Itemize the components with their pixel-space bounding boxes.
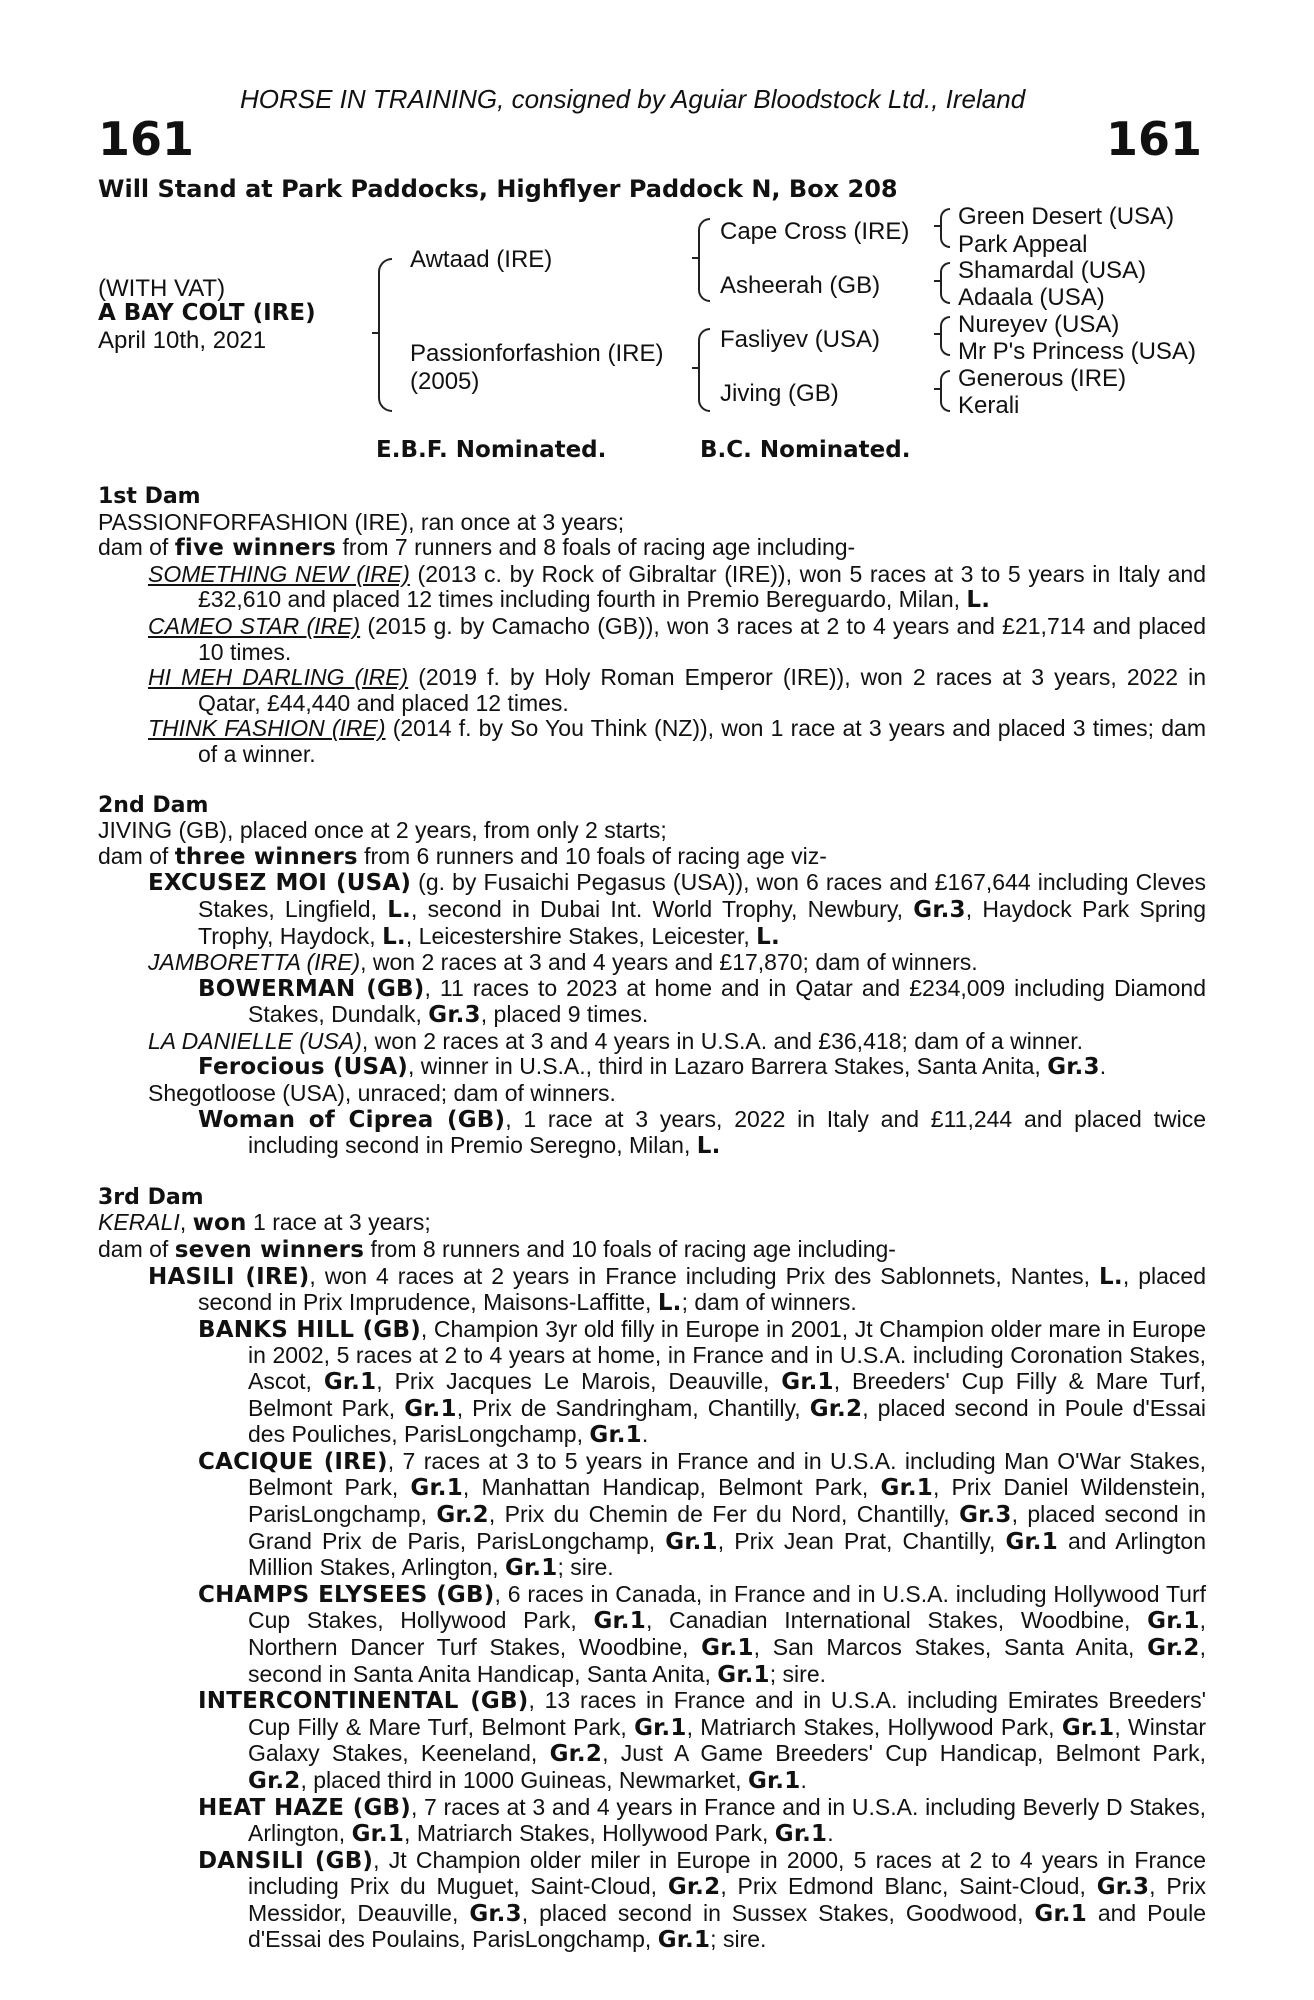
first-dam-heading: 1st Dam bbox=[98, 484, 201, 509]
bracket-dam-tip bbox=[692, 367, 700, 369]
bracket-g2 bbox=[940, 262, 950, 304]
bracket-dam bbox=[698, 328, 710, 412]
bc-nominated: B.C. Nominated. bbox=[700, 437, 911, 463]
ancestor-8: Kerali bbox=[958, 392, 1020, 419]
third-dam-heading: 3rd Dam bbox=[98, 1184, 204, 1210]
second-dam-section bbox=[98, 793, 1206, 1160]
ancestor-7: Generous (IRE) bbox=[958, 365, 1127, 392]
ancestor-4: Adaala (USA) bbox=[958, 284, 1105, 311]
grand-progeny-entry: BOWERMAN (GB), 11 races to 2023 at home and in Qatar and £234,009 including Diamond Stakes, Dundalk, Gr.3, placed 9 times. bbox=[198, 974, 1206, 1029]
sire-dam: Asheerah (GB) bbox=[720, 272, 881, 299]
bracket-g1-tip bbox=[934, 225, 942, 227]
consignment-line: HORSE IN TRAINING, consigned by Aguiar Bloodstock Ltd., Ireland bbox=[240, 84, 1026, 114]
bracket-g1 bbox=[940, 208, 950, 248]
progeny-entry: Shegotloose (USA), unraced; dam of winners. bbox=[148, 1080, 616, 1107]
progeny-entry: HI MEH DARLING (IRE) (2019 f. by Holy Roman Emperor (IRE)), won 2 races at 3 years, 2022 in Qatar, £44,440 and placed 12 times. bbox=[148, 664, 1206, 716]
grand-progeny-entry: DANSILI (GB), Jt Champion older miler in Europe in 2000, 5 races at 2 to 4 years in France including Prix du Muguet, Saint-Cloud, Gr.2, Prix Edmond Blanc, Saint-Cloud, Gr.3, Prix Messidor, Deauville, Gr.3, placed second in Sussex Stakes, Goodwood, Gr.1 and Poule d'Essai des Poulains, ParisLongchamp, Gr.1; sire. bbox=[198, 1846, 1207, 1954]
second-dam-heading: 2nd Dam bbox=[98, 792, 209, 818]
progeny-entry: HASILI (IRE), won 4 races at 2 years in France including Prix des Sablonnets, Nantes, L., placed second in Prix Imprudence, Maisons-Laffitte, L.; dam of winners. bbox=[148, 1262, 1206, 1317]
progeny-entry: LA DANIELLE (USA), won 2 races at 3 and 4 years in U.S.A. and £36,418; dam of a winner. bbox=[148, 1027, 1083, 1054]
progeny-entry: THINK FASHION (IRE) (2014 f. by So You Think (NZ)), won 1 race at 3 years and placed 3 times; dam of a winner. bbox=[148, 715, 1206, 767]
first-dam-summary: dam of five winners from 7 runners and 8 foals of racing age including- bbox=[98, 534, 856, 562]
first-dam-section bbox=[98, 484, 1206, 768]
ancestor-1: Green Desert (USA) bbox=[958, 203, 1175, 230]
bracket-main-tip bbox=[372, 332, 380, 334]
grand-progeny-entry: HEAT HAZE (GB), 7 races at 3 and 4 years in France and in U.S.A. including Beverly D Stakes, Arlington, Gr.1, Matriarch Stakes, Hollywood Park, Gr.1. bbox=[198, 1793, 1206, 1848]
bracket-sire-tip bbox=[692, 257, 700, 259]
sire-sire: Cape Cross (IRE) bbox=[720, 218, 910, 245]
foaling-date: April 10th, 2021 bbox=[98, 327, 267, 354]
bracket-g2-tip bbox=[934, 280, 942, 282]
bracket-sire bbox=[698, 218, 710, 302]
third-dam-section bbox=[98, 1185, 1206, 1954]
stand-location: Will Stand at Park Paddocks, Highflyer Paddock N, Box 208 bbox=[98, 175, 898, 203]
bracket-g3 bbox=[940, 316, 950, 356]
horse-name: A BAY COLT (IRE) bbox=[98, 300, 316, 326]
lot-number-right: 161 bbox=[1105, 112, 1202, 166]
ebf-nominated: E.B.F. Nominated. bbox=[376, 437, 607, 463]
grand-progeny-entry: INTERCONTINENTAL (GB), 13 races in France and in U.S.A. including Emirates Breeders' Cup Filly & Mare Turf, Belmont Park, Gr.1, Matriarch Stakes, Hollywood Park, Gr.1, Winstar Galaxy Stakes, Keeneland, Gr.2, Just A Game Breeders' Cup Handicap, Belmont Park, Gr.2, placed third in 1000 Guineas, Newmarket, Gr.1. bbox=[198, 1687, 1206, 1794]
ancestor-6: Mr P's Princess (USA) bbox=[958, 338, 1196, 365]
lot-number-left: 161 bbox=[98, 112, 195, 166]
dam-sire: Fasliyev (USA) bbox=[720, 326, 881, 353]
bracket-g4-tip bbox=[934, 388, 942, 390]
grand-progeny-entry: Ferocious (USA), winner in U.S.A., third in Lazaro Barrera Stakes, Santa Anita, Gr.3. bbox=[198, 1053, 1107, 1081]
dam: Passionforfashion (IRE) bbox=[410, 340, 664, 367]
progeny-entry: CAMEO STAR (IRE) (2015 g. by Camacho (GB)), won 3 races at 2 to 4 years and £21,714 and placed 10 times. bbox=[148, 612, 1206, 665]
ancestor-3: Shamardal (USA) bbox=[958, 257, 1147, 284]
first-dam-intro: PASSIONFORFASHION (IRE), ran once at 3 years; bbox=[98, 508, 625, 535]
bracket-g3-tip bbox=[934, 333, 942, 335]
second-dam-summary: dam of three winners from 6 runners and 10 foals of racing age viz- bbox=[98, 842, 827, 870]
ancestor-5: Nureyev (USA) bbox=[958, 311, 1120, 338]
vat-label: (WITH VAT) bbox=[98, 275, 226, 302]
catalogue-body bbox=[98, 484, 1206, 1979]
progeny-entry: EXCUSEZ MOI (USA) (g. by Fusaichi Pegasus (USA)), won 6 races and £167,644 including Cleves Stakes, Lingfield, L., second in Dubai Int. World Trophy, Newbury, Gr.3, Haydock Park Spring Trophy, Haydock, L., Leicestershire Stakes, Leicester, L. bbox=[148, 869, 1206, 950]
grand-progeny-entry: BANKS HILL (GB), Champion 3yr old filly in Europe in 2001, Jt Champion older mare in Europe in 2002, 5 races at 2 to 4 years at home, in France and in U.S.A. including Coronation Stakes, Ascot, Gr.1, Prix Jacques Le Marois, Deauville, Gr.1, Breeders' Cup Filly & Mare Turf, Belmont Park, Gr.1, Prix de Sandringham, Chantilly, Gr.2, placed second in Poule d'Essai des Pouliches, ParisLongchamp, Gr.1. bbox=[198, 1315, 1207, 1449]
grand-progeny-entry: Woman of Ciprea (GB), 1 race at 3 years, 2022 in Italy and £11,244 and placed twice including second in Premio Seregno, Milan, L. bbox=[198, 1105, 1206, 1160]
progeny-entry: SOMETHING NEW (IRE) (2013 c. by Rock of Gibraltar (IRE)), won 5 races at 3 to 5 years in Italy and £32,610 and placed 12 times including fourth in Premio Bereguardo, Milan, L. bbox=[148, 560, 1206, 614]
ancestor-2: Park Appeal bbox=[958, 231, 1088, 258]
progeny-entry: JAMBORETTA (IRE), won 2 races at 3 and 4 years and £17,870; dam of winners. bbox=[148, 949, 978, 976]
bracket-g4 bbox=[940, 370, 950, 412]
grand-progeny-entry: CACIQUE (IRE), 7 races at 3 to 5 years in France and in U.S.A. including Man O'War Stakes, Belmont Park, Gr.1, Manhattan Handicap, Belmont Park, Gr.1, Prix Daniel Wildenstein, ParisLongchamp, Gr.2, Prix du Chemin de Fer du Nord, Chantilly, Gr.3, placed second in Grand Prix de Paris, ParisLongchamp, Gr.1, Prix Jean Prat, Chantilly, Gr.1 and Arlington Million Stakes, Arlington, Gr.1; sire. bbox=[198, 1447, 1206, 1582]
second-dam-intro: JIVING (GB), placed once at 2 years, from only 2 starts; bbox=[98, 817, 667, 844]
dam-dam: Jiving (GB) bbox=[720, 380, 839, 407]
third-dam-summary: dam of seven winners from 8 runners and 10 foals of racing age including- bbox=[98, 1236, 896, 1264]
dam-year: (2005) bbox=[410, 368, 480, 395]
grand-progeny-entry: CHAMPS ELYSEES (GB), 6 races in Canada, in France and in U.S.A. including Hollywood Turf Cup Stakes, Hollywood Park, Gr.1, Canadian International Stakes, Woodbine, Gr.1, Northern Dancer Turf Stakes, Woodbine, Gr.1, San Marcos Stakes, Santa Anita, Gr.2, second in Santa Anita Handicap, Santa Anita, Gr.1; sire. bbox=[198, 1580, 1206, 1688]
bracket-main bbox=[378, 258, 392, 412]
third-dam-intro: KERALI, won 1 race at 3 years; bbox=[98, 1209, 431, 1237]
sire: Awtaad (IRE) bbox=[410, 246, 553, 273]
